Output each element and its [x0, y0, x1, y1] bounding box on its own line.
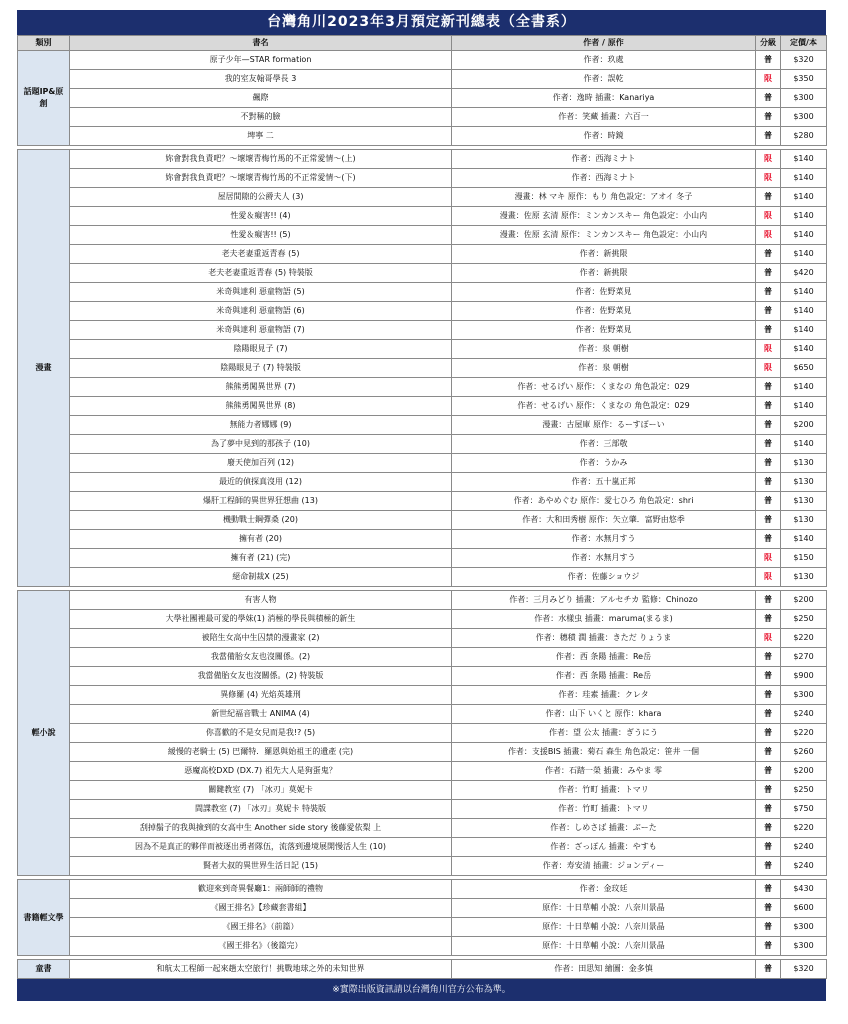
- price-cell: $140: [781, 397, 827, 416]
- price-cell: $130: [781, 568, 827, 587]
- rating-cell: 普: [756, 819, 781, 838]
- rating-cell: 普: [756, 667, 781, 686]
- price-cell: $350: [781, 70, 827, 89]
- author-cell: 作者：金玟廷: [452, 880, 756, 899]
- author-cell: 作者：西 条陽 插畫：Re岳: [452, 667, 756, 686]
- price-cell: $300: [781, 937, 827, 956]
- schedule-sheet: [17, 10, 826, 1001]
- price-cell: $240: [781, 857, 827, 876]
- price-cell: $270: [781, 648, 827, 667]
- rating-cell: 限: [756, 226, 781, 245]
- author-cell: 作者：うかみ: [452, 454, 756, 473]
- author-cell: 作者：しめさば 插畫：ぶーた: [452, 819, 756, 838]
- table-row: [18, 819, 827, 838]
- price-cell: $260: [781, 743, 827, 762]
- header-row: [18, 36, 827, 51]
- author-cell: 作者：ざっぽん 插畫：やすも: [452, 838, 756, 857]
- price-cell: $430: [781, 880, 827, 899]
- category-cell: 輕小說: [18, 591, 70, 876]
- author-cell: 作者：西海ミナト: [452, 169, 756, 188]
- author-cell: 作者：望 公太 插畫：ぎうにう: [452, 724, 756, 743]
- title-cell: 性愛＆癡害!! (5): [70, 226, 452, 245]
- author-cell: 作者：せるげい 原作：くまなの 角色設定：029: [452, 397, 756, 416]
- rating-cell: 普: [756, 416, 781, 435]
- price-cell: $130: [781, 473, 827, 492]
- author-cell: 作者：水無月すう: [452, 530, 756, 549]
- author-cell: 作者：佐藤ショウジ: [452, 568, 756, 587]
- table-row: [18, 591, 827, 610]
- price-cell: $250: [781, 781, 827, 800]
- title-cell: 新世紀福音戰士 ANIMA (4): [70, 705, 452, 724]
- rating-cell: 普: [756, 781, 781, 800]
- title-cell: 你喜歡的不是女兒而是我!? (5): [70, 724, 452, 743]
- author-cell: 漫畫：佐原 玄清 原作：ミンカンスキー 角色設定：小山内: [452, 207, 756, 226]
- title-cell: 《國王排名》（前篇）: [70, 918, 452, 937]
- table-row: [18, 960, 827, 979]
- title-cell: 爆肝工程師的異世界狂想曲 (13): [70, 492, 452, 511]
- rating-cell: 普: [756, 838, 781, 857]
- price-cell: $240: [781, 705, 827, 724]
- price-cell: $200: [781, 762, 827, 781]
- rating-cell: 普: [756, 880, 781, 899]
- price-cell: $900: [781, 667, 827, 686]
- table-row: [18, 435, 827, 454]
- table-row: [18, 530, 827, 549]
- title-cell: 陰陽眼見子 (7) 特裝版: [70, 359, 452, 378]
- title-cell: 和航太工程師一起來趟太空旅行！挑戰地球之外的未知世界: [70, 960, 452, 979]
- title-cell: 老夫老妻重返青春 (5) 特裝版: [70, 264, 452, 283]
- rating-cell: 普: [756, 960, 781, 979]
- author-cell: 漫畫：古屋庫 原作：るーすぼーい: [452, 416, 756, 435]
- rating-cell: 普: [756, 302, 781, 321]
- rating-cell: 限: [756, 169, 781, 188]
- author-cell: 作者：笑藏 插畫：六百一: [452, 108, 756, 127]
- rating-cell: 普: [756, 435, 781, 454]
- title-cell: 為了夢中見到的那孩子 (10): [70, 435, 452, 454]
- author-cell: 作者：誤乾: [452, 70, 756, 89]
- table-row: [18, 416, 827, 435]
- title-cell: 緩慢的老騎士 (5) 巴爾特．羅恩與始祖王的遺產 (完): [70, 743, 452, 762]
- author-cell: 作者：逸時 插畫：Kanariya: [452, 89, 756, 108]
- title-cell: 擁有者 (20): [70, 530, 452, 549]
- rating-cell: 普: [756, 264, 781, 283]
- table-row: [18, 667, 827, 686]
- table-row: [18, 283, 827, 302]
- author-cell: 作者：三月みどり 插畫：アルセチカ 監修：Chinozo: [452, 591, 756, 610]
- author-cell: 原作：十日草輔 小說：八奈川景晶: [452, 937, 756, 956]
- category-cell: 童書: [18, 960, 70, 979]
- table-row: [18, 762, 827, 781]
- title-cell: 埤寧 二: [70, 127, 452, 146]
- title-cell: 陰陽眼見子 (7): [70, 340, 452, 359]
- rating-cell: 普: [756, 648, 781, 667]
- author-cell: 作者：西海ミナト: [452, 150, 756, 169]
- price-cell: $650: [781, 359, 827, 378]
- footer-note: ※實際出版資訊請以台灣角川官方公布為準。: [17, 979, 826, 1001]
- title-cell: 妳會對我負責吧？～壞壞青梅竹馬的不正常愛情～(下): [70, 169, 452, 188]
- author-cell: 作者：新挑限: [452, 264, 756, 283]
- table-row: [18, 188, 827, 207]
- title-cell: 無能力者娜娜 (9): [70, 416, 452, 435]
- author-cell: 作者：大和田秀樹 原作：矢立肇．富野由悠季: [452, 511, 756, 530]
- price-cell: $140: [781, 321, 827, 340]
- title-cell: 米奇與達利 惡童物語 (7): [70, 321, 452, 340]
- author-cell: 作者：支援BIS 插畫：菊石 森生 角色設定：笹井 一個: [452, 743, 756, 762]
- author-cell: 作者：山下 いくと 原作：khara: [452, 705, 756, 724]
- table-row: [18, 549, 827, 568]
- price-cell: $200: [781, 591, 827, 610]
- title-cell: 絕命制裁X (25): [70, 568, 452, 587]
- table-row: [18, 207, 827, 226]
- price-cell: $140: [781, 340, 827, 359]
- rating-cell: 限: [756, 568, 781, 587]
- table-row: [18, 686, 827, 705]
- author-cell: 作者：石踏一榮 插畫：みやま 零: [452, 762, 756, 781]
- author-cell: 作者：竹町 插畫：トマリ: [452, 800, 756, 819]
- table-body: [18, 51, 827, 979]
- price-cell: $140: [781, 150, 827, 169]
- price-cell: $240: [781, 838, 827, 857]
- table-row: [18, 302, 827, 321]
- table-row: [18, 108, 827, 127]
- rating-cell: 普: [756, 378, 781, 397]
- title-cell: 間諜教室 (7) 「冰刃」莫妮卡 特裝版: [70, 800, 452, 819]
- author-cell: 作者：西 条陽 插畫：Re岳: [452, 648, 756, 667]
- author-cell: 作者：新挑限: [452, 245, 756, 264]
- price-cell: $130: [781, 511, 827, 530]
- title-cell: 老夫老妻重返青春 (5): [70, 245, 452, 264]
- table-row: [18, 150, 827, 169]
- header-price: 定價/本: [781, 36, 827, 51]
- price-cell: $140: [781, 226, 827, 245]
- title-cell: 賢者大叔的異世界生活日記 (15): [70, 857, 452, 876]
- title-cell: 飆際: [70, 89, 452, 108]
- title-cell: 米奇與達利 惡童物語 (6): [70, 302, 452, 321]
- author-cell: 作者：せるげい 原作：くまなの 角色設定：029: [452, 378, 756, 397]
- author-cell: 作者：あやめぐむ 原作：愛七ひろ 角色設定：shri: [452, 492, 756, 511]
- title-cell: 米奇與達利 惡童物語 (5): [70, 283, 452, 302]
- rating-cell: 普: [756, 591, 781, 610]
- price-cell: $280: [781, 127, 827, 146]
- rating-cell: 普: [756, 245, 781, 264]
- title-cell: 刮掉鬍子的我與撿到的女高中生 Another side story 後藤愛依梨 上: [70, 819, 452, 838]
- table-row: [18, 264, 827, 283]
- table-row: [18, 89, 827, 108]
- table-row: [18, 359, 827, 378]
- rating-cell: 限: [756, 150, 781, 169]
- rating-cell: 限: [756, 207, 781, 226]
- author-cell: 作者：寿安清 插畫：ジョンディー: [452, 857, 756, 876]
- rating-cell: 普: [756, 454, 781, 473]
- rating-cell: 普: [756, 511, 781, 530]
- rating-cell: 普: [756, 89, 781, 108]
- title-cell: 被陪生女高中生囚禁的漫畫家 (2): [70, 629, 452, 648]
- price-cell: $300: [781, 686, 827, 705]
- page-title: 台灣角川2023年3月預定新刊總表（全書系）: [17, 10, 826, 35]
- table-row: [18, 397, 827, 416]
- rating-cell: 普: [756, 724, 781, 743]
- author-cell: 漫畫：林 マキ 原作：もり 角色設定：アオイ 冬子: [452, 188, 756, 207]
- rating-cell: 限: [756, 70, 781, 89]
- rating-cell: 普: [756, 188, 781, 207]
- rating-cell: 普: [756, 937, 781, 956]
- title-cell: 熊熊勇闖異世界 (7): [70, 378, 452, 397]
- title-cell: 《國王排名》【珍藏套書組】: [70, 899, 452, 918]
- title-cell: 歡迎來到奇異餐廳1：兩師師的禮物: [70, 880, 452, 899]
- author-cell: 作者：田思知 繪圖：金多慎: [452, 960, 756, 979]
- header-category: 類別: [18, 36, 70, 51]
- title-cell: 大學社團裡最可愛的學妹(1) 消極的學長與積極的新生: [70, 610, 452, 629]
- table-row: [18, 340, 827, 359]
- table-row: [18, 781, 827, 800]
- rating-cell: 普: [756, 743, 781, 762]
- title-cell: 最近的偵探真沒用 (12): [70, 473, 452, 492]
- rating-cell: 普: [756, 686, 781, 705]
- rating-cell: 普: [756, 918, 781, 937]
- rating-cell: 普: [756, 857, 781, 876]
- rating-cell: 普: [756, 492, 781, 511]
- rating-cell: 普: [756, 473, 781, 492]
- rating-cell: 普: [756, 51, 781, 70]
- price-cell: $320: [781, 51, 827, 70]
- title-cell: 惡魔高校DXD (DX.7) 祖先大人是狗蛋鬼？: [70, 762, 452, 781]
- table-row: [18, 610, 827, 629]
- rating-cell: 普: [756, 108, 781, 127]
- author-cell: 作者：水樣虫 插畫：maruma(まるま): [452, 610, 756, 629]
- title-cell: 關鍵教室 (7) 「冰刃」莫妮卡: [70, 781, 452, 800]
- title-cell: 我的室友翰哥學長 3: [70, 70, 452, 89]
- category-cell: 書籍輕文學: [18, 880, 70, 956]
- category-cell: 話題IP&原創: [18, 51, 70, 146]
- author-cell: 作者：時鏡: [452, 127, 756, 146]
- table-row: [18, 743, 827, 762]
- author-cell: 作者：佐野菜見: [452, 321, 756, 340]
- author-cell: 作者：玖處: [452, 51, 756, 70]
- rating-cell: 普: [756, 127, 781, 146]
- header-title: 書名: [70, 36, 452, 51]
- rating-cell: 限: [756, 340, 781, 359]
- price-cell: $130: [781, 454, 827, 473]
- price-cell: $140: [781, 169, 827, 188]
- title-cell: 原子少年—STAR formation: [70, 51, 452, 70]
- price-cell: $320: [781, 960, 827, 979]
- table-row: [18, 705, 827, 724]
- release-table: [17, 35, 827, 979]
- price-cell: $220: [781, 819, 827, 838]
- price-cell: $600: [781, 899, 827, 918]
- author-cell: 作者：佐野菜見: [452, 302, 756, 321]
- table-row: [18, 857, 827, 876]
- table-row: [18, 724, 827, 743]
- rating-cell: 普: [756, 321, 781, 340]
- price-cell: $140: [781, 207, 827, 226]
- title-cell: 機動戰士鋼彈桑 (20): [70, 511, 452, 530]
- price-cell: $140: [781, 245, 827, 264]
- price-cell: $140: [781, 302, 827, 321]
- title-cell: 不對稱的臉: [70, 108, 452, 127]
- price-cell: $300: [781, 918, 827, 937]
- title-cell: 因為不是真正的夥伴而被逐出勇者隊伍，流落到邊境展開慢活人生 (10): [70, 838, 452, 857]
- price-cell: $420: [781, 264, 827, 283]
- rating-cell: 普: [756, 530, 781, 549]
- table-row: [18, 51, 827, 70]
- title-cell: 異修羅 (4) 光焰英雄刑: [70, 686, 452, 705]
- title-cell: 熊熊勇闖異世界 (8): [70, 397, 452, 416]
- rating-cell: 普: [756, 800, 781, 819]
- rating-cell: 普: [756, 610, 781, 629]
- title-cell: 《國王排名》（後篇完）: [70, 937, 452, 956]
- title-cell: 性愛＆癡害!! (4): [70, 207, 452, 226]
- title-cell: 我當備胎女友也沒關係。(2): [70, 648, 452, 667]
- author-cell: 原作：十日草輔 小說：八奈川景晶: [452, 899, 756, 918]
- price-cell: $140: [781, 530, 827, 549]
- price-cell: $300: [781, 89, 827, 108]
- price-cell: $150: [781, 549, 827, 568]
- title-cell: 屋居間隙的公爵夫人 (3): [70, 188, 452, 207]
- rating-cell: 普: [756, 397, 781, 416]
- author-cell: 作者：水無月すう: [452, 549, 756, 568]
- table-row: [18, 648, 827, 667]
- category-cell: 漫畫: [18, 150, 70, 587]
- author-cell: 作者：竹町 插畫：トマリ: [452, 781, 756, 800]
- author-cell: 作者：泉 朝樹: [452, 359, 756, 378]
- title-cell: 我當備胎女友也沒關係。(2) 特裝版: [70, 667, 452, 686]
- title-cell: 廢天使加百列 (12): [70, 454, 452, 473]
- header-author: 作者 / 原作: [452, 36, 756, 51]
- author-cell: 作者：佐野菜見: [452, 283, 756, 302]
- price-cell: $220: [781, 629, 827, 648]
- price-cell: $140: [781, 378, 827, 397]
- table-row: [18, 245, 827, 264]
- table-row: [18, 838, 827, 857]
- table-row: [18, 378, 827, 397]
- title-cell: 擁有者 (21) (完): [70, 549, 452, 568]
- rating-cell: 限: [756, 549, 781, 568]
- author-cell: 作者：珪素 插畫：クレタ: [452, 686, 756, 705]
- price-cell: $250: [781, 610, 827, 629]
- header-rating: 分級: [756, 36, 781, 51]
- rating-cell: 普: [756, 283, 781, 302]
- price-cell: $220: [781, 724, 827, 743]
- table-row: [18, 629, 827, 648]
- table-row: [18, 800, 827, 819]
- title-cell: 有害人物: [70, 591, 452, 610]
- rating-cell: 普: [756, 762, 781, 781]
- table-row: [18, 70, 827, 89]
- price-cell: $140: [781, 188, 827, 207]
- table-row: [18, 880, 827, 899]
- rating-cell: 普: [756, 899, 781, 918]
- table-row: [18, 473, 827, 492]
- author-cell: 漫畫：佐原 玄清 原作：ミンカンスキー 角色設定：小山内: [452, 226, 756, 245]
- table-row: [18, 918, 827, 937]
- price-cell: $300: [781, 108, 827, 127]
- price-cell: $140: [781, 435, 827, 454]
- rating-cell: 限: [756, 359, 781, 378]
- table-row: [18, 226, 827, 245]
- rating-cell: 限: [756, 629, 781, 648]
- table-row: [18, 937, 827, 956]
- price-cell: $200: [781, 416, 827, 435]
- table-row: [18, 169, 827, 188]
- title-cell: 妳會對我負責吧？～壞壞青梅竹馬的不正常愛情～(上): [70, 150, 452, 169]
- table-row: [18, 492, 827, 511]
- author-cell: 作者：泉 朝樹: [452, 340, 756, 359]
- table-row: [18, 511, 827, 530]
- price-cell: $130: [781, 492, 827, 511]
- table-row: [18, 127, 827, 146]
- rating-cell: 普: [756, 705, 781, 724]
- author-cell: 作者：穗積 潤 插畫：きただ りょうま: [452, 629, 756, 648]
- price-cell: $750: [781, 800, 827, 819]
- price-cell: $140: [781, 283, 827, 302]
- table-row: [18, 454, 827, 473]
- table-row: [18, 568, 827, 587]
- table-row: [18, 321, 827, 340]
- author-cell: 作者：五十嵐正邦: [452, 473, 756, 492]
- author-cell: 作者：三部敬: [452, 435, 756, 454]
- author-cell: 原作：十日草輔 小說：八奈川景晶: [452, 918, 756, 937]
- table-row: [18, 899, 827, 918]
